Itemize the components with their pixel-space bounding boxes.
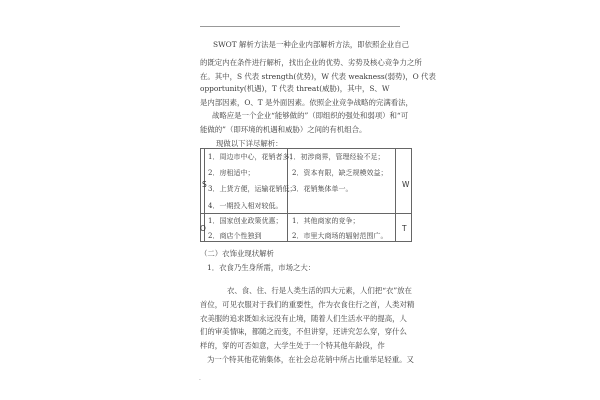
table-middle-divider: [287, 149, 288, 241]
strength-item: 2．房租适中；: [208, 169, 255, 177]
weakness-item: 3．花销集体单一。: [292, 185, 353, 193]
threat-item: 1．其他商家的竞争；: [292, 217, 360, 225]
threat-item: 2．市里大商场的辐射范围广。: [292, 232, 388, 240]
body-line-6: 为一个特其他花销集体，在社会总花销中所占比重举足轻重。又: [207, 355, 414, 364]
intro-line-2: 的既定内在条件进行解析，找出企业的优势、劣势及核心竞争力之所: [200, 58, 422, 67]
strength-item: 4．一期投入相对较低。: [208, 202, 283, 210]
intro-line-1: SWOT 解析方法是一种企业内部解析方法，即依照企业自己: [213, 40, 409, 49]
section-subheading: 1．衣食乃生身所需，市场之大：: [207, 263, 316, 272]
swot-label-s: S: [202, 180, 207, 189]
swot-label-o: O: [200, 224, 206, 233]
intro-line-6: 战略应是一个企业“能够做的”（即组织的强处和弱项）和“可: [212, 111, 409, 120]
table-right-inner-border: [395, 149, 396, 241]
section-heading: （二）衣饰业现状解析: [200, 249, 274, 258]
intro-line-3: 在。其中，S 代表 strength(优势)，W 代表 weakness(弱势)，O 代表: [200, 72, 436, 81]
strength-item: 1．周边市中心，花销者多；: [208, 153, 297, 161]
page-dot-mark: ·: [199, 377, 201, 384]
opportunity-item: 1．国家创业政策优惠；: [208, 217, 283, 225]
swot-label-t: T: [402, 224, 407, 233]
body-line-3: 衣美服的追求既如永远没有止境，随着人们生活水平的提高，人: [200, 314, 407, 323]
body-line-5: 样的，穿的可否如意，大学生处于一个特其他年龄段，作: [200, 341, 385, 350]
intro-line-7: 能做的”（即环境的机遇和威胁）之间的有机组合。: [200, 125, 367, 134]
intro-line-8: 现做以下详尽解析：: [216, 139, 283, 148]
table-row-divider: [201, 213, 411, 214]
intro-line-4: opportunity(机遇)，T 代表 threat(威胁)，其中，S、W: [200, 84, 390, 93]
body-line-2: 首位，可见衣服对于我们的重要性，作为衣食住行之首，人类对精: [200, 300, 415, 309]
strength-item: 3．上货方便，运输花销低；: [208, 185, 297, 193]
opportunity-item: 2．商店个性独到: [208, 232, 262, 240]
intro-line-5: 是内部因素，O、T 是外面因素。依照企业竞争战略的完满看法，: [200, 98, 413, 107]
body-line-1: 衣、食、住、行是人类生活的四大元素，人们把“衣”放在: [227, 286, 412, 295]
weakness-item: 2．资本有限，缺乏规模效益；: [292, 169, 388, 177]
swot-label-w: W: [402, 180, 410, 189]
top-rule: [200, 26, 400, 27]
weakness-item: 1．初涉商界，管理经验不足；: [289, 153, 385, 161]
body-line-4: 们的审美情味，都随之而变，不但讲穿，还讲究怎么穿，穿什么: [200, 327, 407, 336]
swot-table: [200, 148, 412, 242]
